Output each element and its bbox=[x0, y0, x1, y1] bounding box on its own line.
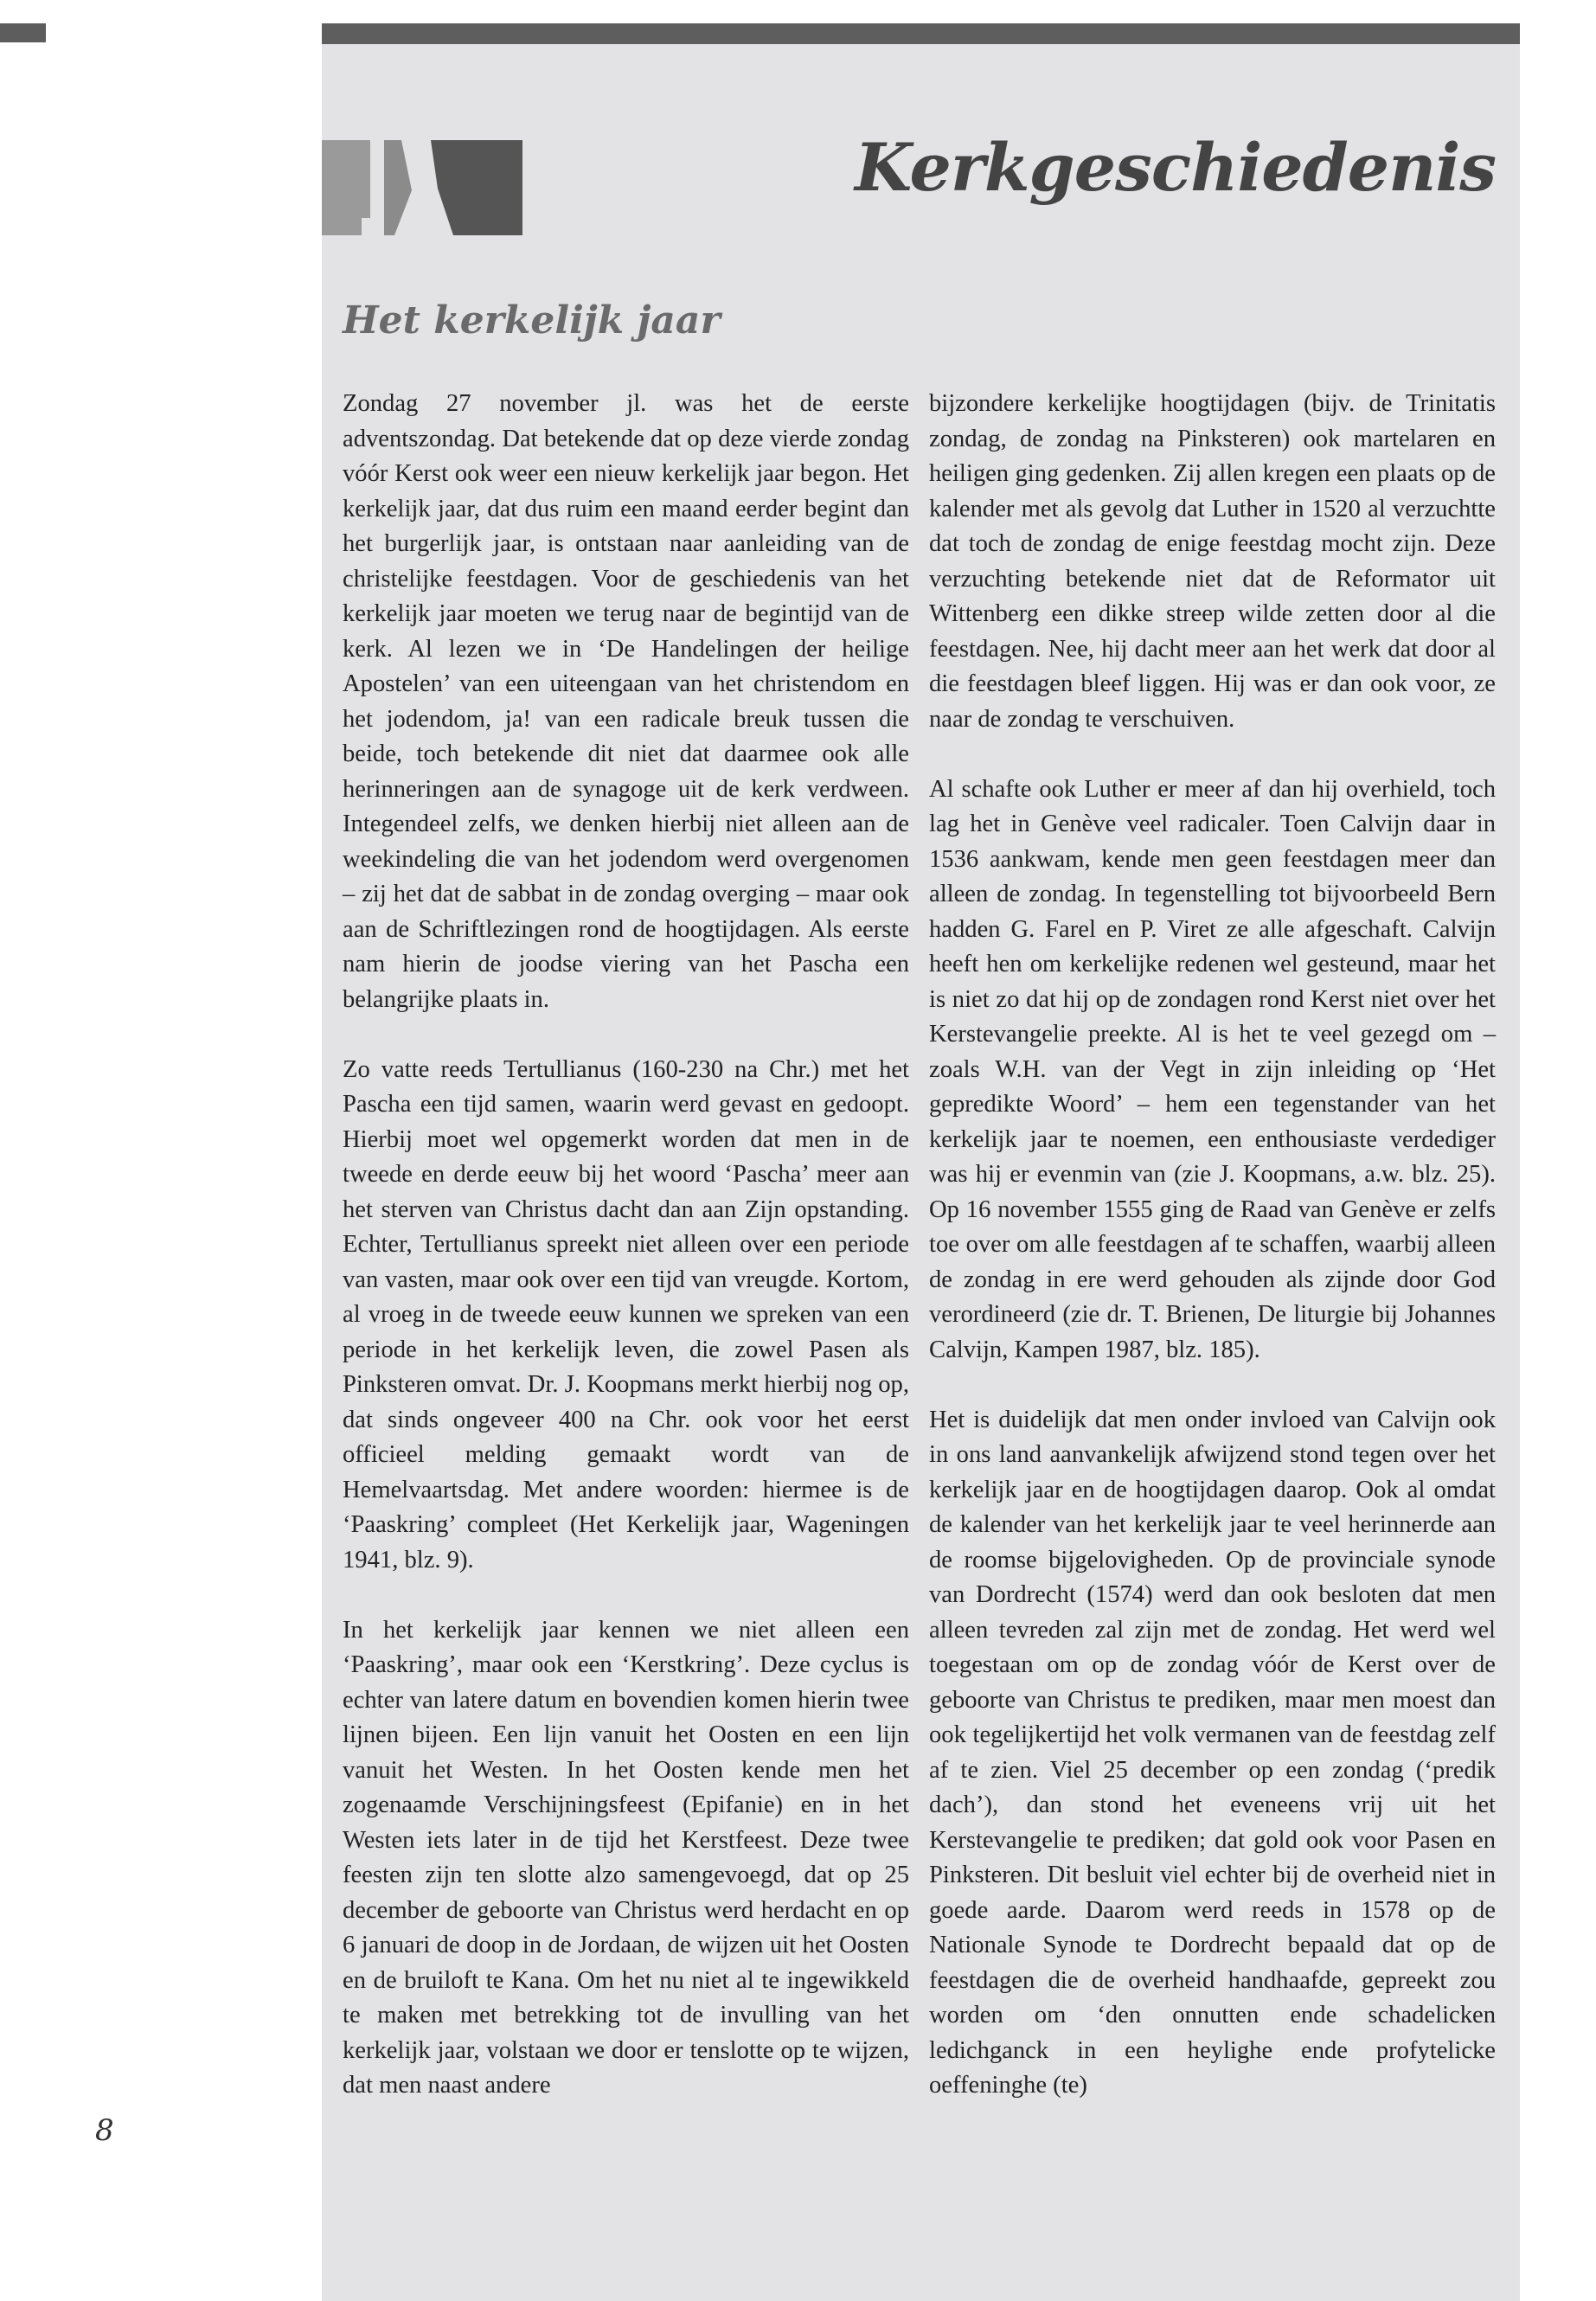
letter-k-logo-icon bbox=[322, 140, 522, 235]
paragraph: Het is duidelijk dat men onder invloed van Calvijn ook in ons land aanvankelijk afwijzend stond tegen over het kerkelijk jaar en de hoogtijdagen daarop. Ook al omdat de kalender van het kerkelijk jaar te veel herinnerde aan de roomse bijgelovigheden. Op de provinciale synode van Dordrecht (1574) werd dan ook besloten dat men alleen tevreden zal zijn met de zondag. Het werd wel toegestaan om op de zondag vóór de Kerst over de geboorte van Christus te prediken, maar men moest dan ook tegelijkertijd het volk vermanen van de feestdag zelf af te zien. Viel 25 december op een zondag (‘predik dach’), dan stond het eveneens vrij uit het Kerstevangelie te prediken; dat gold ook voor Pasen en Pinksteren. Dit besluit viel echter bij de overheid niet in goede aarde. Daarom werd reeds in 1578 op de Nationale Synode te Dordrecht bepaald dat op de feestdagen die de overheid handhaafde, gepreekt zou worden om ‘den onnutten ende schadelicken ledichganck in een heylighe ende profytelicke oeffeninghe (te) bbox=[929, 1406, 1496, 2099]
paragraph: Zo vatte reeds Tertullianus (160-230 na Chr.) met het Pascha een tijd samen, waarin werd gevast en gedoopt. Hierbij moet wel opgemerkt worden dat men in de tweede en derde eeuw bij het woord ‘Pascha’ meer aan het sterven van Christus dacht dan aan Zijn opstanding. Echter, Tertullianus spreekt niet alleen over een periode van vasten, maar ook over een tijd van vreugde. Kortom, al vroeg in de tweede eeuw kunnen we spreken van een periode in het kerkelijk leven, die zowel Pasen als Pinksteren omvat. Dr. J. Koopmans merkt hierbij nog op, dat sinds ongeveer 400 na Chr. ook voor het eerst officieel melding gemaakt wordt van de Hemelvaartsdag. Met andere woorden: hiermee is de ‘Paaskring’ compleet (Het Kerkelijk jaar, Wageningen 1941, blz. 9). bbox=[343, 1055, 909, 1574]
paragraph: Al schafte ook Luther er meer af dan hij overhield, toch lag het in Genève veel radicaler. Toen Calvijn daar in 1536 aankwam, kende men geen feestdagen meer dan alleen de zondag. In tegenstelling tot bijvoorbeeld Bern hadden G. Farel en P. Viret ze alle afgeschaft. Calvijn heeft hen om kerkelijke redenen wel gesteund, maar het is niet zo dat hij op de zondagen rond Kerst niet over het Kerstevangelie preekte. Al is het te veel gezegd om – zoals W.H. van der Vegt in zijn inleiding op ‘Het gepredikte Woord’ – hem een tegenstander van het kerkelijk jaar te noemen, een enthousiaste verdediger was hij er evenmin van (zie J. Koopmans, a.w. blz. 25). Op 16 november 1555 ging de Raad van Genève er zelfs toe over om alle feestdagen af te schaffen, waarbij alleen de zondag in ere werd gehouden als zijnde door God verordineerd (zie dr. T. Brienen, De liturgie bij Johannes Calvijn, Kampen 1987, blz. 185). bbox=[929, 775, 1496, 1363]
paragraph: Zondag 27 november jl. was het de eerste adventszondag. Dat betekende dat op deze vierde zondag vóór Kerst ook weer een nieuw kerkelijk jaar begon. Het kerkelijk jaar, dat dus ruim een maand eerder begint dan het burgerlijk jaar, is ontstaan naar aanleiding van de christelijke feestdagen. Voor de geschiedenis van het kerkelijk jaar moeten we terug naar de begintijd van de kerk. Al lezen we in ‘De Handelingen der heilige Apostelen’ van een uiteengaan van het christendom en het jodendom, ja! van een radicale breuk tussen die beide, toch betekende dit niet dat daarmee ook alle herinneringen aan de synagoge uit de kerk verdween. Integendeel zelfs, we denken hierbij niet alleen aan de weekindeling die van het jodendom werd overgenomen – zij het dat de sabbat in de zondag overging – maar ook aan de Schriftlezingen rond de hoogtijdagen. Als eerste nam hierin de joodse viering van het Pascha een belangrijke plaats in. bbox=[343, 390, 909, 1013]
content-panel bbox=[322, 23, 1520, 2301]
paragraph: bijzondere kerkelijke hoogtijdagen (bijv. de Trinitatis zondag, de zondag na Pinksteren) ook martelaren en heiligen ging gedenken. Zij allen kregen een plaats op de kalender met als gevolg dat Luther in 1520 al verzuchtte dat toch de zondag de enige feestdag mocht zijn. Deze verzuchting betekende niet dat de Reformator uit Wittenberg een dikke streep wilde zetten door al die feestdagen. Nee, hij dacht meer aan het werk dat door al die feestdagen bleef liggen. Hij was er dan ook voor, ze naar de zondag te verschuiven. bbox=[929, 390, 1496, 733]
right-column bbox=[929, 387, 1496, 2138]
article-title: Het kerkelijk jaar bbox=[343, 298, 721, 343]
header-bar bbox=[322, 23, 1520, 44]
paragraph: In het kerkelijk jaar kennen we niet alleen een ‘Paaskring’, maar ook een ‘Kerstkring’. Deze cyclus is echter van latere datum en bovendien komen hierin twee lijnen bijeen. Een lijn vanuit het Oosten en een lijn vanuit het Westen. In het Oosten kende men het zogenaamde Verschijningsfeest (Epifanie) en in het Westen iets later in de tijd het Kerstfeest. Deze twee feesten zijn ten slotte alzo samengevoegd, dat op 25 december de geboorte van Christus werd herdacht en op 6 januari de doop in de Jordaan, de wijzen uit het Oosten en de bruiloft te Kana. Om het nu niet al te ingewikkeld te maken met betrekking tot de invulling van het kerkelijk jaar, volstaan we door er tenslotte op te wijzen, dat men naast andere bbox=[343, 1616, 909, 2099]
corner-mark bbox=[0, 23, 46, 42]
section-title: Kerkgeschiedenis bbox=[855, 129, 1496, 206]
left-column bbox=[343, 387, 909, 2138]
page-number: 8 bbox=[95, 2113, 114, 2148]
